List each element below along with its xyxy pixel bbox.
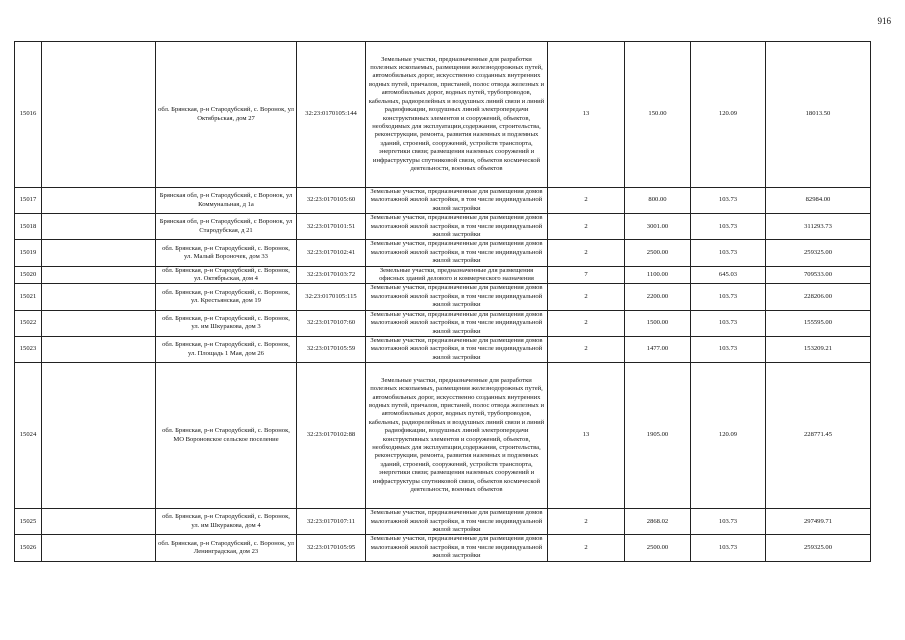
specific-value: 103.73 [691, 535, 766, 561]
area-value: 1500.00 [625, 310, 691, 336]
row-number: 15023 [15, 336, 42, 362]
specific-value: 120.09 [691, 42, 766, 188]
empty-cell [42, 509, 156, 535]
specific-value: 103.73 [691, 310, 766, 336]
area-value: 1905.00 [625, 363, 691, 509]
land-purpose: Земельные участки, предназначенные для размещения домов малоэтажной жилой застройки, в том числе индивидуальной жилой застройки [366, 284, 548, 310]
specific-value: 103.73 [691, 214, 766, 240]
specific-value: 103.73 [691, 509, 766, 535]
table-row [15, 240, 871, 266]
specific-value: 120.09 [691, 363, 766, 509]
land-purpose: Земельные участки, предназначенные для размещения домов малоэтажной жилой застройки, в том числе индивидуальной жилой застройки [366, 509, 548, 535]
area-value: 2868.02 [625, 509, 691, 535]
area-value: 1100.00 [625, 266, 691, 284]
cadastral-number: 32:23:0170102:88 [297, 363, 366, 509]
table-row [15, 310, 871, 336]
row-number: 15016 [15, 42, 42, 188]
page-number: 916 [877, 16, 891, 26]
table-row [15, 336, 871, 362]
area-value: 2500.00 [625, 240, 691, 266]
table-row [15, 188, 871, 214]
address-cell: обл. Брянская, р-н Стародубский, с. Воронок, ул. Площадь 1 Мая, дом 26 [156, 336, 297, 362]
empty-cell [42, 535, 156, 561]
empty-cell [42, 188, 156, 214]
empty-cell [42, 214, 156, 240]
usage-code: 2 [548, 535, 625, 561]
cadastral-number: 32:23:0170107:60 [297, 310, 366, 336]
cadastral-value: 18013.50 [766, 42, 871, 188]
usage-code: 2 [548, 188, 625, 214]
cadastral-number: 32:23:0170105:95 [297, 535, 366, 561]
land-purpose: Земельные участки, предназначенные для размещения домов малоэтажной жилой застройки, в том числе индивидуальной жилой застройки [366, 188, 548, 214]
land-purpose: Земельные участки, предназначенные для размещения домов малоэтажной жилой застройки, в том числе индивидуальной жилой застройки [366, 535, 548, 561]
empty-cell [42, 240, 156, 266]
table-row [15, 509, 871, 535]
empty-cell [42, 310, 156, 336]
row-number: 15022 [15, 310, 42, 336]
cadastral-value: 259325.00 [766, 535, 871, 561]
row-number: 15018 [15, 214, 42, 240]
area-value: 800.00 [625, 188, 691, 214]
row-number: 15017 [15, 188, 42, 214]
address-cell: обл. Брянская, р-н Стародубский, с. Воронок, ул. Октябрьская, дом 4 [156, 266, 297, 284]
area-value: 1477.00 [625, 336, 691, 362]
land-purpose: Земельные участки, предназначенные для размещения офисных зданий делового и коммерческого назначения [366, 266, 548, 284]
land-purpose: Земельные участки, предназначенные для размещения домов малоэтажной жилой застройки, в том числе индивидуальной жилой застройки [366, 310, 548, 336]
address-cell: обл. Брянская, р-н Стародубский, с. Воронок, ул Ленинградская, дом 23 [156, 535, 297, 561]
usage-code: 13 [548, 42, 625, 188]
empty-cell [42, 266, 156, 284]
address-cell: обл. Брянская, р-н Стародубский, с. Воронок, МО Вороновское сельское поселение [156, 363, 297, 509]
cadastral-number: 32:23:0170101:51 [297, 214, 366, 240]
empty-cell [42, 42, 156, 188]
table-row [15, 363, 871, 509]
address-cell: обл. Брянская, р-н Стародубский, с. Воронок, ул. Крестьянская, дом 19 [156, 284, 297, 310]
specific-value: 103.73 [691, 336, 766, 362]
usage-code: 7 [548, 266, 625, 284]
table-row [15, 266, 871, 284]
area-value: 150.00 [625, 42, 691, 188]
cadastral-number: 32:23:0170102:41 [297, 240, 366, 266]
land-purpose: Земельные участки, предназначенные для размещения домов малоэтажной жилой застройки, в том числе индивидуальной жилой застройки [366, 214, 548, 240]
cadastral-value: 153209.21 [766, 336, 871, 362]
address-cell: обл. Брянская, р-н Стародубский, с. Воронок, ул. им Шкуракова, дом 3 [156, 310, 297, 336]
land-registry-table [14, 41, 871, 562]
cadastral-value: 228771.45 [766, 363, 871, 509]
cadastral-value: 297499.71 [766, 509, 871, 535]
cadastral-value: 155595.00 [766, 310, 871, 336]
address-cell: обл. Брянская, р-н Стародубский, с. Воронок, ул. Малый Вороночек, дом 33 [156, 240, 297, 266]
address-cell: Брянская обл, р-н Стародубский, с Воронок, ул Стародубская, д 21 [156, 214, 297, 240]
land-purpose: Земельные участки, предназначенные для размещения домов малоэтажной жилой застройки, в том числе индивидуальной жилой застройки [366, 336, 548, 362]
table-row [15, 284, 871, 310]
row-number: 15024 [15, 363, 42, 509]
cadastral-number: 32:23:0170105:60 [297, 188, 366, 214]
area-value: 2500.00 [625, 535, 691, 561]
table-row [15, 42, 871, 188]
cadastral-value: 709533.00 [766, 266, 871, 284]
usage-code: 2 [548, 214, 625, 240]
specific-value: 103.73 [691, 188, 766, 214]
cadastral-value: 228206.00 [766, 284, 871, 310]
row-number: 15020 [15, 266, 42, 284]
usage-code: 13 [548, 363, 625, 509]
address-cell: обл. Брянская, р-н Стародубский, с. Воронок, ул Октябрьская, дом 27 [156, 42, 297, 188]
empty-cell [42, 284, 156, 310]
address-cell: обл. Брянская, р-н Стародубский, с. Воронок, ул. им Шкуракова, дом 4 [156, 509, 297, 535]
row-number: 15019 [15, 240, 42, 266]
row-number: 15021 [15, 284, 42, 310]
area-value: 2200.00 [625, 284, 691, 310]
specific-value: 103.73 [691, 284, 766, 310]
cadastral-number: 32:23:0170105:59 [297, 336, 366, 362]
usage-code: 2 [548, 240, 625, 266]
row-number: 15026 [15, 535, 42, 561]
usage-code: 2 [548, 284, 625, 310]
empty-cell [42, 336, 156, 362]
usage-code: 2 [548, 336, 625, 362]
address-cell: Брянская обл, р-н Стародубский, с Воронок, ул Коммунальная, д 1а [156, 188, 297, 214]
cadastral-value: 82984.00 [766, 188, 871, 214]
cadastral-value: 311293.73 [766, 214, 871, 240]
usage-code: 2 [548, 310, 625, 336]
cadastral-number: 32:23:0170103:72 [297, 266, 366, 284]
table-row [15, 214, 871, 240]
specific-value: 645.03 [691, 266, 766, 284]
land-purpose: Земельные участки, предназначенные для размещения домов малоэтажной жилой застройки, в том числе индивидуальной жилой застройки [366, 240, 548, 266]
empty-cell [42, 363, 156, 509]
table-row [15, 535, 871, 561]
cadastral-number: 32:23:0170107:11 [297, 509, 366, 535]
land-purpose: Земельные участки, предназначенные для разработки полезных ископаемых, размещения железнодорожных путей, автомобильных дорог, искусственно созданных внутренних водных путей, причалов, пристаней, полос отвода железных и автомобильных дорог, водных путей, трубопроводов, кабельных, радиорелейных и воздушных линий связи и линий радиофикации, воздушных линий электропередачи конструктивных элементов и сооружений, объектов, необходимых для эксплуатации,содержания, строительства, реконструкции, ремонта, развития наземных и подземных зданий, строений, сооружений, устройств транспорта, энергетики связи; размещения наземных сооружений и инфраструктуры спутниковой связи, объектов космической деятельности, военных объектов [366, 42, 548, 188]
cadastral-number: 32:23:0170105:115 [297, 284, 366, 310]
row-number: 15025 [15, 509, 42, 535]
specific-value: 103.73 [691, 240, 766, 266]
land-purpose: Земельные участки, предназначенные для разработки полезных ископаемых, размещения железнодорожных путей, автомобильных дорог, искусственно созданных внутренних водных путей, причалов, пристаней, полос отвода железных и автомобильных дорог, водных путей, трубопроводов, кабельных, радиорелейных и воздушных линий связи и линий радиофикации, воздушных линий электропередачи конструктивных элементов и сооружений, объектов, необходимых для эксплуатации,содержания, строительства, реконструкции, ремонта, развития наземных и подземных зданий, строений, сооружений, устройств транспорта, энергетики связи; размещения наземных сооружений и инфраструктуры спутниковой связи, объектов космической деятельности, военных объектов [366, 363, 548, 509]
cadastral-number: 32:23:0170105:144 [297, 42, 366, 188]
area-value: 3001.00 [625, 214, 691, 240]
usage-code: 2 [548, 509, 625, 535]
cadastral-value: 259325.00 [766, 240, 871, 266]
